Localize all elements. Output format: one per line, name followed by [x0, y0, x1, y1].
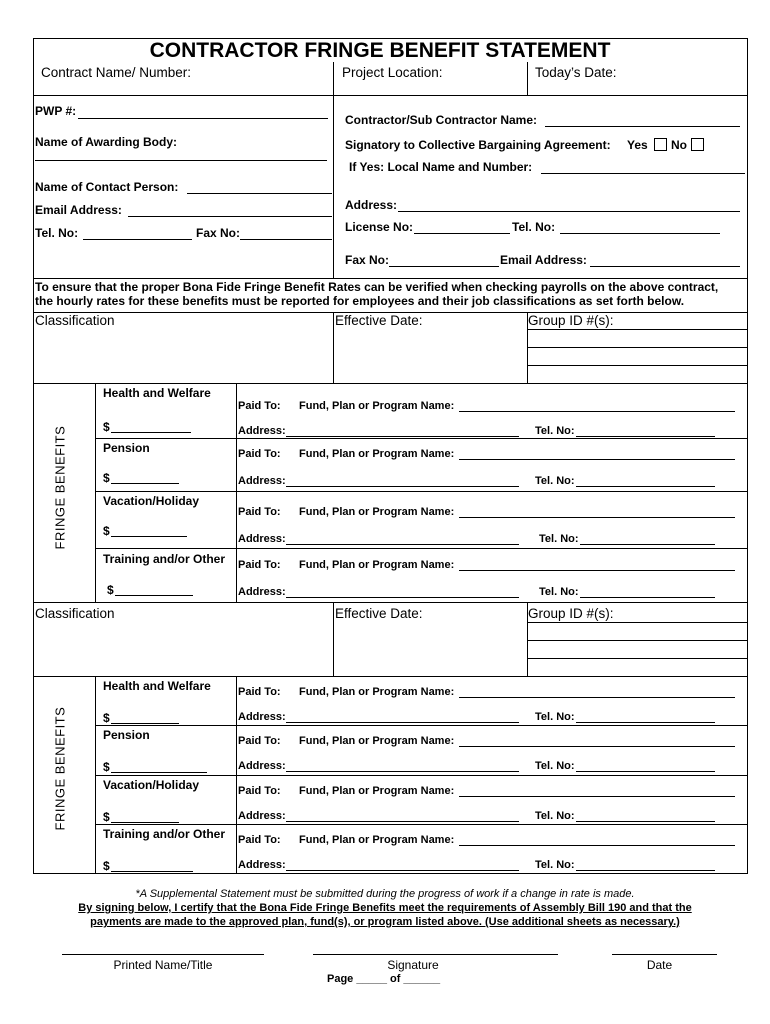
divider: [33, 278, 748, 279]
address-field[interactable]: [286, 722, 519, 723]
signature-label: Signature: [387, 958, 439, 972]
tel-field[interactable]: [576, 771, 715, 772]
tel-field[interactable]: [576, 722, 715, 723]
intro-line-1: To ensure that the proper Bona Fide Fringe Benefit Rates can be verified when checking payrolls on the above contract,: [35, 280, 719, 294]
paid-to-label: Paid To:: [238, 785, 281, 797]
fund-field[interactable]: [459, 517, 735, 518]
tel-field[interactable]: [576, 486, 715, 487]
intro-line-2: the hourly rates for these benefits must be reported for employees and their job classifications as set forth below.: [35, 294, 685, 308]
date-field[interactable]: [612, 954, 717, 955]
fund-field[interactable]: [459, 697, 735, 698]
benefit-name: Pension: [103, 441, 150, 455]
group-id-label: Group ID #(s):: [528, 313, 614, 328]
license-field[interactable]: [414, 233, 510, 234]
license-label: License No:: [345, 220, 414, 234]
fund-label: Fund, Plan or Program Name:: [299, 834, 455, 846]
divider: [527, 640, 748, 641]
dollar-sign: $: [103, 471, 110, 485]
address-field[interactable]: [286, 486, 519, 487]
local-name-field[interactable]: [541, 173, 745, 174]
divider: [33, 383, 748, 384]
fringe-benefits-label: FRINGE BENEFITS: [52, 425, 68, 550]
dollar-sign: $: [103, 711, 110, 725]
form-title: CONTRACTOR FRINGE BENEFIT STATEMENT: [149, 39, 611, 62]
dollar-sign: $: [103, 760, 110, 774]
fund-label: Fund, Plan or Program Name:: [299, 400, 455, 412]
fund-label: Fund, Plan or Program Name:: [299, 448, 455, 460]
tel-field[interactable]: [580, 597, 715, 598]
divider: [95, 725, 748, 726]
divider: [95, 548, 748, 549]
dollar-sign: $: [103, 420, 110, 434]
divider: [527, 347, 748, 348]
classification-label: Classification: [35, 313, 115, 328]
paid-to-label: Paid To:: [238, 735, 281, 747]
frame-left: [33, 38, 34, 873]
address-label: Address:: [238, 711, 286, 723]
divider: [527, 658, 748, 659]
if-yes-label: If Yes: Local Name and Number:: [349, 160, 533, 174]
no-label: No: [671, 138, 687, 152]
contractor-name-field[interactable]: [545, 126, 740, 127]
rate-field[interactable]: [111, 723, 179, 724]
email-label: Email Address:: [35, 203, 122, 217]
paid-to-label: Paid To:: [238, 686, 281, 698]
tel-label: Tel. No:: [535, 760, 575, 772]
certify-line-1: By signing below, I certify that the Bona Fide Fringe Benefits meet the requirements of Assembly Bill 190 and that the: [78, 902, 692, 914]
tel-field[interactable]: [576, 870, 715, 871]
fax-label: Fax No:: [196, 226, 241, 240]
printed-name-label: Printed Name/Title: [113, 958, 213, 972]
divider: [236, 383, 237, 603]
awarding-body-label: Name of Awarding Body:: [35, 135, 178, 149]
benefit-name: Pension: [103, 728, 150, 742]
tel-label: Tel. No:: [535, 810, 575, 822]
address-label: Address:: [238, 533, 286, 545]
classification-label: Classification: [35, 606, 115, 621]
date-label: Date: [646, 958, 673, 972]
pwp-label: PWP #:: [35, 104, 77, 118]
tel-field[interactable]: [576, 436, 715, 437]
tel-label: Tel. No:: [535, 425, 575, 437]
fund-label: Fund, Plan or Program Name:: [299, 559, 455, 571]
tel-field[interactable]: [576, 821, 715, 822]
group-id-label: Group ID #(s):: [528, 606, 614, 621]
signature-field[interactable]: [313, 954, 558, 955]
rate-field[interactable]: [111, 536, 187, 537]
page-number: Page _____ of ______: [327, 973, 441, 985]
address-label: Address:: [238, 859, 286, 871]
fund-label: Fund, Plan or Program Name:: [299, 686, 455, 698]
contact-person-label: Name of Contact Person:: [35, 180, 179, 194]
tel-label: Tel. No:: [539, 586, 579, 598]
divider: [33, 602, 748, 603]
dollar-sign: $: [103, 810, 110, 824]
rate-field[interactable]: [111, 822, 179, 823]
email-field[interactable]: [128, 216, 332, 217]
paid-to-label: Paid To:: [238, 400, 281, 412]
right-email-label: Email Address:: [500, 253, 587, 267]
tel-field[interactable]: [83, 239, 192, 240]
divider: [33, 95, 748, 96]
frame-right: [747, 38, 748, 873]
paid-to-label: Paid To:: [238, 834, 281, 846]
contractor-name-label: Contractor/Sub Contractor Name:: [345, 113, 538, 127]
address-label: Address:: [238, 760, 286, 772]
printed-name-field[interactable]: [62, 954, 264, 955]
fund-field[interactable]: [459, 845, 735, 846]
todays-date-label: Today’s Date:: [535, 65, 617, 80]
fund-field[interactable]: [459, 411, 735, 412]
fund-field[interactable]: [459, 459, 735, 460]
certify-line-2: payments are made to the approved plan, fund(s), or program listed above. (Use additional sheets as necessary.): [90, 916, 680, 928]
effective-date-label: Effective Date:: [335, 313, 423, 328]
divider: [333, 312, 334, 384]
divider: [95, 824, 748, 825]
fund-field[interactable]: [459, 796, 735, 797]
address-field[interactable]: [286, 870, 519, 871]
yes-label: Yes: [627, 138, 648, 152]
divider: [95, 491, 748, 492]
address-label: Address:: [238, 810, 286, 822]
right-email-field[interactable]: [590, 266, 740, 267]
right-tel-field[interactable]: [560, 233, 720, 234]
address-field[interactable]: [286, 771, 519, 772]
divider: [95, 438, 748, 439]
rate-field[interactable]: [111, 483, 179, 484]
benefit-name: Training and/or Other: [103, 552, 226, 566]
address-label: Address:: [238, 475, 286, 487]
address-label: Address:: [238, 586, 286, 598]
address-field[interactable]: [286, 544, 519, 545]
fund-label: Fund, Plan or Program Name:: [299, 735, 455, 747]
address-field[interactable]: [286, 436, 519, 437]
paid-to-label: Paid To:: [238, 506, 281, 518]
divider: [527, 365, 748, 366]
no-checkbox[interactable]: [691, 138, 704, 151]
fund-field[interactable]: [459, 570, 735, 571]
benefit-name: Vacation/Holiday: [103, 494, 200, 508]
fund-label: Fund, Plan or Program Name:: [299, 506, 455, 518]
rate-field[interactable]: [115, 595, 193, 596]
tel-label: Tel. No:: [535, 711, 575, 723]
rate-field[interactable]: [111, 432, 191, 433]
dollar-sign: $: [103, 859, 110, 873]
right-tel-label: Tel. No:: [512, 220, 556, 234]
divider: [95, 775, 748, 776]
tel-label: Tel. No:: [35, 226, 79, 240]
divider: [527, 62, 528, 95]
address-field[interactable]: [286, 821, 519, 822]
signatory-label: Signatory to Collective Bargaining Agreement:: [345, 138, 611, 152]
dollar-sign: $: [103, 524, 110, 538]
right-fax-label: Fax No:: [345, 253, 390, 267]
contact-person-field[interactable]: [187, 193, 332, 194]
fringe-benefits-label: FRINGE BENEFITS: [52, 706, 68, 831]
divider: [527, 622, 748, 623]
tel-label: Tel. No:: [535, 859, 575, 871]
frame-bottom: [33, 873, 748, 874]
divider: [95, 383, 96, 603]
paid-to-label: Paid To:: [238, 559, 281, 571]
rate-field[interactable]: [111, 871, 193, 872]
supplemental-note: *A Supplemental Statement must be submitted during the progress of work if a change in rate is made.: [135, 888, 635, 900]
address-field[interactable]: [286, 597, 519, 598]
contract-name-label: Contract Name/ Number:: [41, 65, 192, 80]
benefit-name: Training and/or Other: [103, 827, 226, 841]
awarding-body-field[interactable]: [35, 160, 327, 161]
dollar-sign: $: [107, 583, 114, 597]
divider: [33, 676, 748, 677]
rate-field[interactable]: [111, 772, 207, 773]
benefit-name: Vacation/Holiday: [103, 778, 200, 792]
benefit-name: Health and Welfare: [103, 679, 211, 693]
tel-label: Tel. No:: [539, 533, 579, 545]
fax-field[interactable]: [240, 239, 332, 240]
effective-date-label: Effective Date:: [335, 606, 423, 621]
pwp-field[interactable]: [78, 118, 328, 119]
benefit-name: Health and Welfare: [103, 386, 211, 400]
divider: [527, 329, 748, 330]
address-field[interactable]: [398, 211, 740, 212]
paid-to-label: Paid To:: [238, 448, 281, 460]
fund-label: Fund, Plan or Program Name:: [299, 785, 455, 797]
project-location-label: Project Location:: [342, 65, 443, 80]
address-label: Address:: [238, 425, 286, 437]
divider: [333, 602, 334, 676]
address-label: Address:: [345, 198, 398, 212]
tel-field[interactable]: [580, 544, 715, 545]
yes-checkbox[interactable]: [654, 138, 667, 151]
right-fax-field[interactable]: [389, 266, 499, 267]
tel-label: Tel. No:: [535, 475, 575, 487]
fund-field[interactable]: [459, 746, 735, 747]
